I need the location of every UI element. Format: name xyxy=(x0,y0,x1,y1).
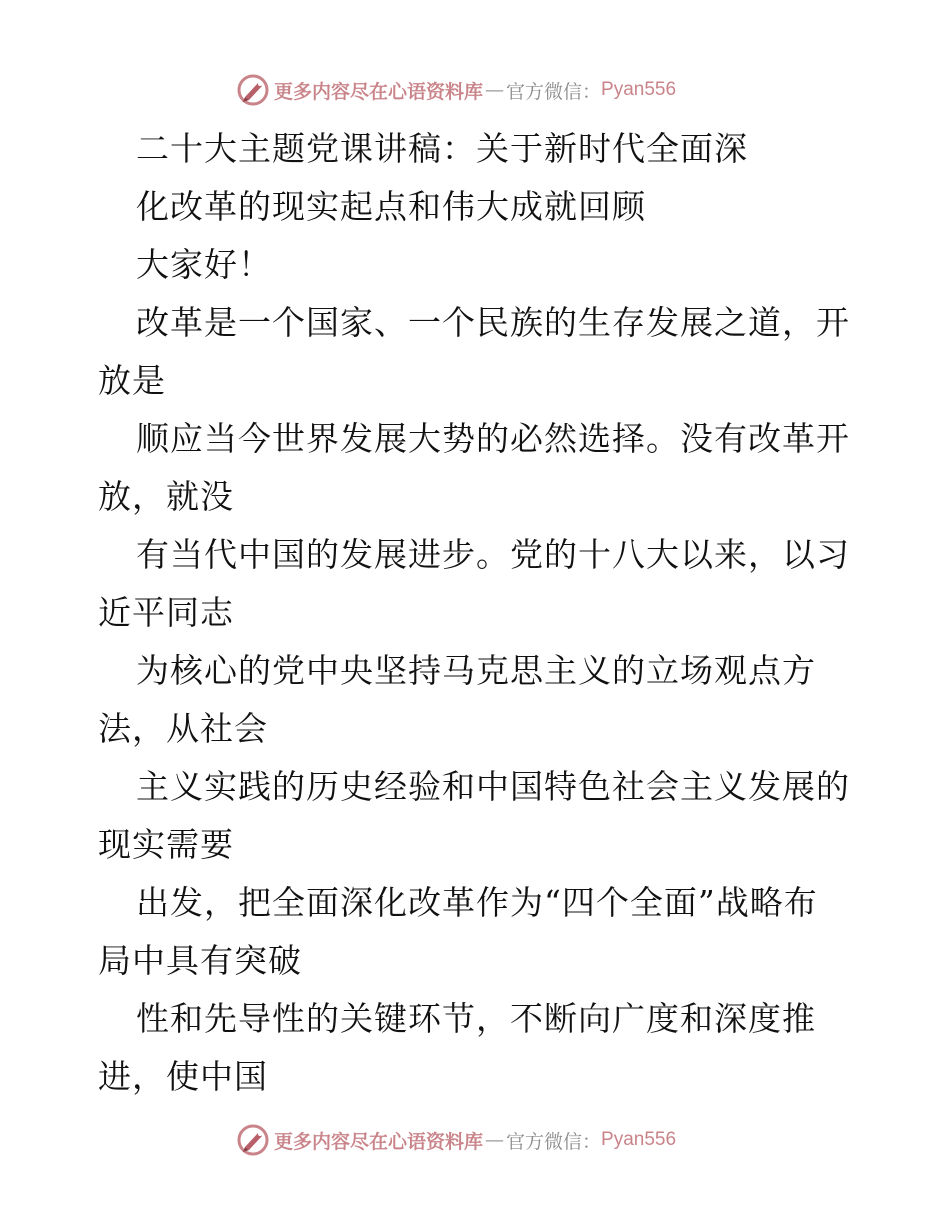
watermark-id: Pyan556 xyxy=(601,79,677,100)
text-line: 局中具有突破 xyxy=(98,941,302,980)
text-line: 放，就没 xyxy=(98,477,234,516)
text-line: 化改革的现实起点和伟大成就回顾 xyxy=(136,187,646,226)
watermark-main-text: 更多内容尽在心语资料库 xyxy=(274,80,484,103)
text-line: 性和先导性的关键环节，不断向广度和深度推 xyxy=(136,999,816,1038)
text-line: 顺应当今世界发展大势的必然选择。没有改革开 xyxy=(136,419,850,458)
text-line: 放是 xyxy=(98,361,166,400)
watermark-label: 官方微信： xyxy=(506,80,602,103)
text-line: 主义实践的历史经验和中国特色社会主义发展的 xyxy=(136,767,850,806)
text-line: 进，使中国 xyxy=(98,1057,268,1096)
text-line: 现实需要 xyxy=(98,825,234,864)
text-line: 大家好！ xyxy=(136,245,272,284)
text-line: 法，从社会 xyxy=(98,709,268,748)
watermark-main-text: 更多内容尽在心语资料库 xyxy=(274,1130,484,1153)
pen-circle-icon xyxy=(236,73,270,107)
footer-watermark xyxy=(236,1122,756,1158)
watermark-dash: — xyxy=(485,79,505,101)
watermark-dash: — xyxy=(485,1129,505,1151)
pen-circle-icon xyxy=(236,1123,270,1157)
text-line: 出发，把全面深化改革作为“四个全面”战略布 xyxy=(136,883,818,922)
text-line: 改革是一个国家、一个民族的生存发展之道，开 xyxy=(136,303,850,342)
text-line: 有当代中国的发展进步。党的十八大以来，以习 xyxy=(136,535,850,574)
text-line: 为核心的党中央坚持马克思主义的立场观点方 xyxy=(136,651,816,690)
watermark-label: 官方微信： xyxy=(506,1130,602,1153)
text-line: 二十大主题党课讲稿：关于新时代全面深 xyxy=(136,129,748,168)
watermark-id: Pyan556 xyxy=(601,1129,677,1150)
text-line: 近平同志 xyxy=(98,593,234,632)
header-watermark xyxy=(236,72,756,108)
document-body xyxy=(98,120,858,1106)
